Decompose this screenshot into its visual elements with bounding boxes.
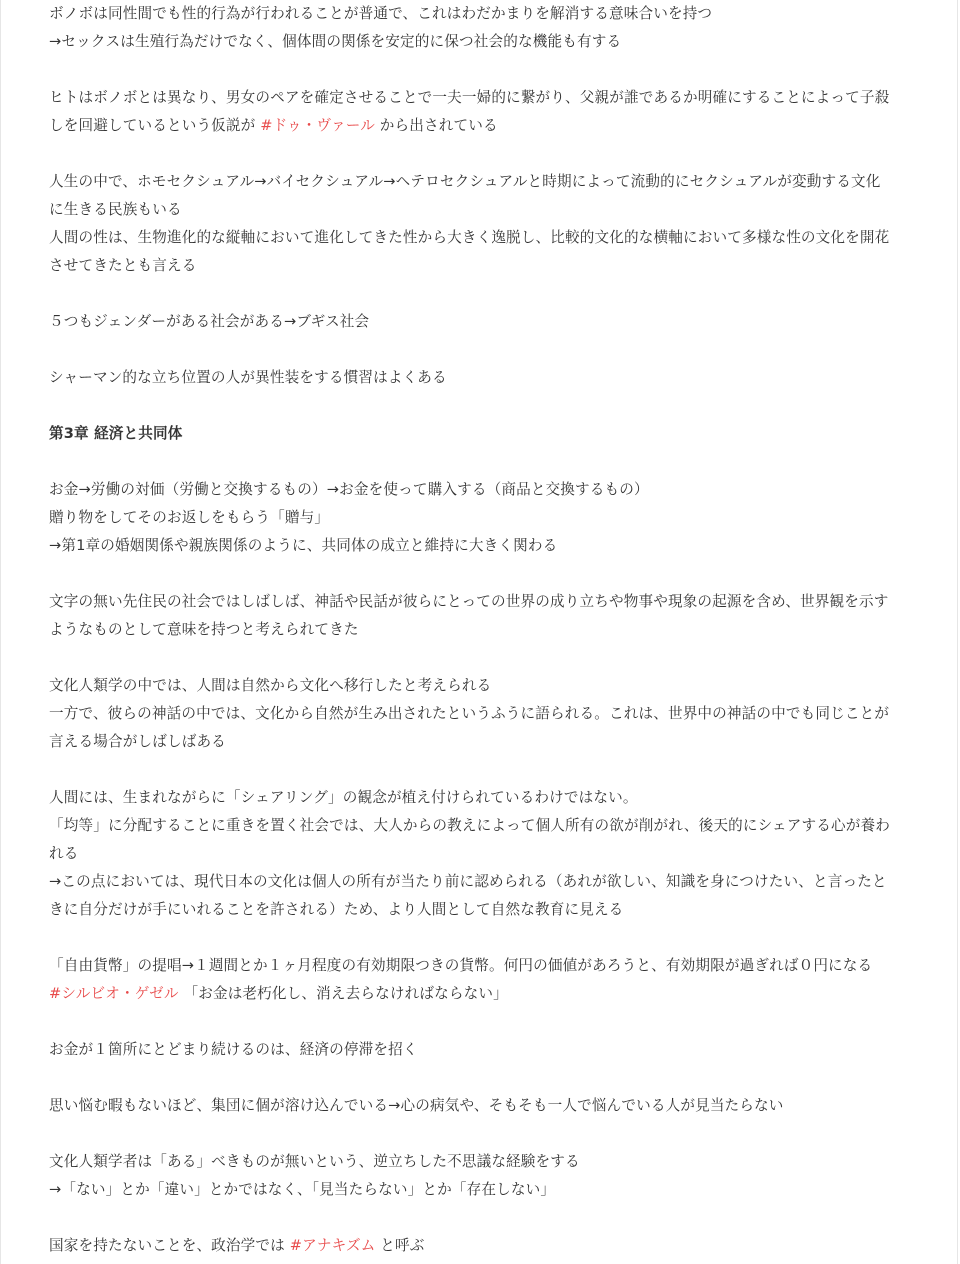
- text-line: 文字の無い先住民の社会ではしばしば、神話や民話が彼らにとっての世界の成り立ちや物事や現象の起源を含め、世界観を示す: [49, 593, 889, 610]
- text-line: 「均等」に分配することに重きを置く社会では、大人からの教えによって個人所有の欲が削がれ、後天的にシェアする心が養わ: [49, 817, 890, 834]
- text-line: →第1章の婚姻関係や親族関係のように、共同体の成立と維持に大きく関わる: [49, 537, 558, 554]
- text-line: 一方で、彼らの神話の中では、文化から自然が生み出されたというふうに語られる。これは、世界中の神話の中でも同じことが: [49, 705, 890, 722]
- line-text-before: 国家を持たないことを、政治学では: [49, 1237, 290, 1254]
- blank-line: [49, 644, 907, 672]
- text-line: ヒトはボノボとは異なり、男女のペアを確定させることで一夫一婦的に繋がり、父親が誰であるか明確にすることによって子殺: [49, 89, 890, 106]
- text-line: お金→労働の対価（労働と交換するもの）→お金を使って購入する（商品と交換するもの）: [49, 481, 649, 498]
- blank-line: [49, 56, 907, 84]
- text-line: ボノボは同性間でも性的行為が行われることが普通で、これはわだかまりを解消する意味合いを持つ: [49, 5, 713, 22]
- text-line: 文化人類学の中では、人間は自然から文化へ移行したと考えられる: [49, 677, 492, 694]
- text-line: 文化人類学者は「ある」べきものが無いという、逆立ちした不思議な経験をする: [49, 1153, 580, 1170]
- text-line: お金が１箇所にとどまり続けるのは、経済の停滞を招く: [49, 1041, 418, 1058]
- hashtag-link[interactable]: #シルビオ・ゲゼル: [49, 985, 179, 1002]
- text-line: 「自由貨幣」の提唱→１週間とか１ヶ月程度の有効期限つきの貨幣。何円の価値があろうと、有効期限が過ぎれば０円になる: [49, 957, 873, 974]
- blank-line: [49, 1120, 907, 1148]
- text-line-with-hashtag: [49, 980, 907, 1008]
- line-text-after: と呼ぶ: [375, 1237, 425, 1254]
- section-heading: 第3章 経済と共同体: [49, 425, 183, 442]
- line-text-after: 「お金は老朽化し、消え去らなければならない」: [178, 985, 508, 1002]
- blank-line: [49, 140, 907, 168]
- text-line-with-hashtag: [49, 1232, 907, 1260]
- text-line: させてきたとも言える: [49, 257, 197, 274]
- text-line: 人生の中で、ホモセクシュアル→バイセクシュアル→ヘテロセクシュアルと時期によって流動的にセクシュアルが変動する文化: [49, 173, 881, 190]
- text-line: →この点においては、現代日本の文化は個人の所有が当たり前に認められる（あれが欲しい、知識を身につけたい、と言ったと: [49, 873, 887, 890]
- note-body: [49, 0, 907, 1260]
- hashtag-link[interactable]: #アナキズム: [289, 1237, 376, 1254]
- text-line: 思い悩む暇もないほど、集団に個が溶け込んでいる→心の病気や、そもそも一人で悩んでいる人が見当たらない: [49, 1097, 784, 1114]
- blank-line: [49, 448, 907, 476]
- line-text-after: から出されている: [375, 117, 498, 134]
- blank-line: [49, 756, 907, 784]
- text-line: 贈り物をしてそのお返しをもらう「贈与」: [49, 509, 330, 526]
- text-line: きに自分だけが手にいれることを許される）ため、より人間として自然な教育に見える: [49, 901, 624, 918]
- blank-line: [49, 336, 907, 364]
- text-line: に生きる民族もいる: [49, 201, 182, 218]
- hashtag-link[interactable]: #ドゥ・ヴァール: [260, 117, 375, 134]
- text-line: れる: [49, 845, 79, 862]
- text-line: ようなものとして意味を持つと考えられてきた: [49, 621, 359, 638]
- text-line: →「ない」とか「違い」とかではなく、「見当たらない」とか「存在しない」: [49, 1181, 556, 1198]
- blank-line: [49, 280, 907, 308]
- text-line: →セックスは生殖行為だけでなく、個体間の関係を安定的に保つ社会的な機能も有する: [49, 33, 622, 50]
- text-line: 言える場合がしばしばある: [49, 733, 226, 750]
- blank-line: [49, 1008, 907, 1036]
- text-line: ５つもジェンダーがある社会がある→ブギス社会: [49, 313, 370, 330]
- text-line-with-hashtag: [49, 112, 907, 140]
- blank-line: [49, 1204, 907, 1232]
- text-line: シャーマン的な立ち位置の人が異性装をする慣習はよくある: [49, 369, 447, 386]
- blank-line: [49, 924, 907, 952]
- line-text-before: しを回避しているという仮説が: [49, 117, 261, 134]
- blank-line: [49, 1064, 907, 1092]
- text-line: 人間には、生まれながらに「シェアリング」の観念が植え付けられているわけではない。: [49, 789, 638, 806]
- blank-line: [49, 560, 907, 588]
- blank-line: [49, 392, 907, 420]
- text-line: 人間の性は、生物進化的な縦軸において進化してきた性から大きく逸脱し、比較的文化的な横軸において多様な性の文化を開花: [49, 229, 890, 246]
